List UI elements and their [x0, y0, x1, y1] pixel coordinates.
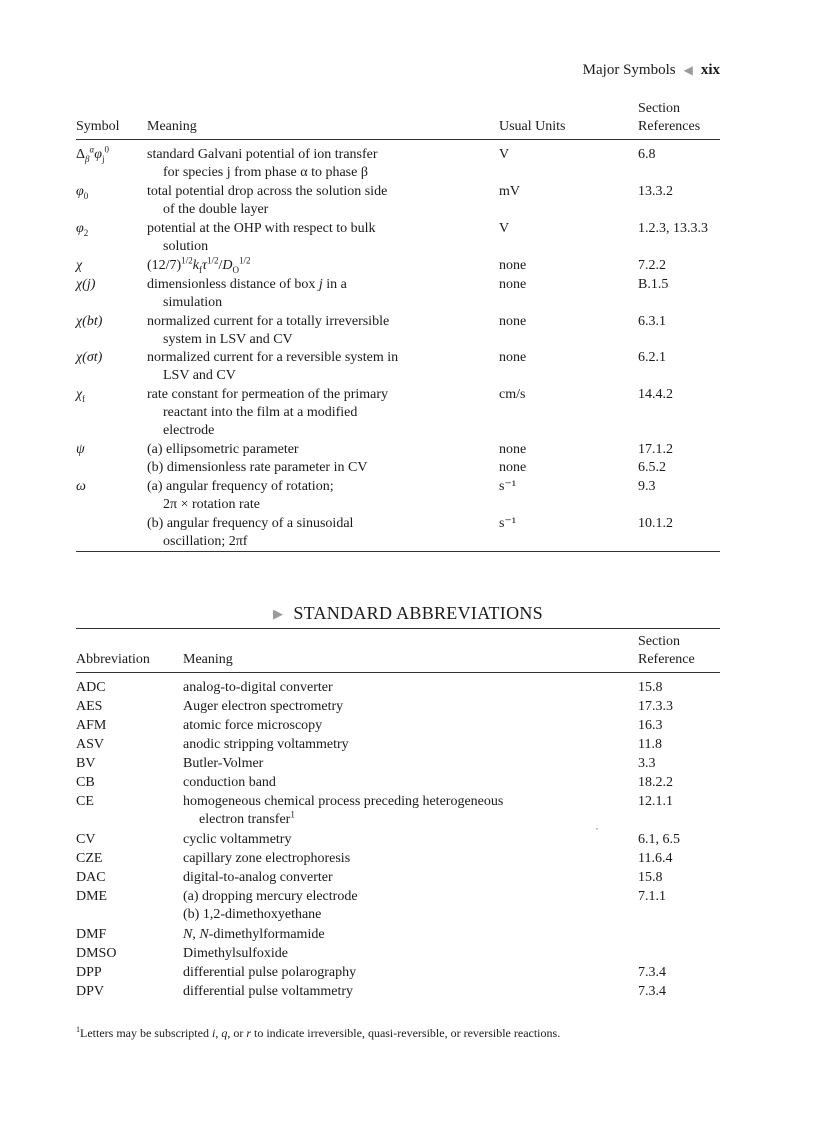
section-cell: 18.2.2 — [638, 775, 673, 790]
meaning-line: 2π × rotation rate — [163, 497, 260, 512]
section-cell: 6.1, 6.5 — [638, 832, 680, 847]
footnote-marker: 1 — [290, 809, 295, 820]
meaning-line: Auger electron spectrometry — [183, 699, 344, 714]
abbr-cell: CZE — [76, 851, 103, 866]
symbol-cell: $\varphi_2$ — [76, 221, 89, 238]
section-heading — [0, 603, 816, 624]
section-cell: 13.3.2 — [638, 184, 673, 199]
header-symbol: Symbol — [76, 119, 120, 134]
right-triangle-icon: ▶ — [273, 606, 284, 621]
units-cell: none — [499, 442, 527, 457]
meaning-line: standard Galvani potential of ion transfer — [147, 147, 378, 162]
header-section-line2: References — [638, 119, 701, 134]
abbr-cell: CB — [76, 775, 95, 790]
units-cell: s⁻¹ — [499, 479, 517, 494]
table-bottom-rule — [76, 551, 720, 552]
section-cell: 11.8 — [638, 737, 662, 752]
section-cell: 12.1.1 — [638, 794, 673, 809]
symbol-cell: $\varphi_0$ — [76, 184, 89, 201]
units-cell: s⁻¹ — [499, 516, 517, 531]
meaning-line: oscillation; 2πf — [163, 534, 248, 549]
symbol-cell: $\Delta_\beta^\alpha\varphi_j^0$ — [76, 144, 109, 164]
meaning-line: homogeneous chemical process preceding heterogeneous — [183, 794, 504, 809]
meaning-line: (a) dropping mercury electrode — [183, 889, 358, 904]
footnote: $^1$Letters may be subscripted i, q, or r to indicate irreversible, quasi-reversible, or reversible reactions. — [76, 1025, 561, 1040]
units-cell: none — [499, 350, 527, 365]
abbr-cell: AES — [76, 699, 103, 714]
page-number: xix — [700, 62, 720, 78]
meaning-line: dimensionless distance of box j in a — [147, 277, 347, 292]
section-cell: 14.4.2 — [638, 387, 673, 402]
units-cell: none — [499, 314, 527, 329]
meaning-line: digital-to-analog converter — [183, 870, 333, 885]
section-cell: B.1.5 — [638, 277, 669, 292]
section-cell: 6.5.2 — [638, 460, 666, 475]
section-cell: 15.8 — [638, 870, 663, 885]
meaning-line: conduction band — [183, 775, 276, 790]
header-abbreviation: Abbreviation — [76, 652, 150, 667]
units-cell: none — [499, 460, 527, 475]
meaning-line: total potential drop across the solution side — [147, 184, 388, 199]
abbr-cell: BV — [76, 756, 96, 771]
section-cell: 17.3.3 — [638, 699, 673, 714]
meaning-line: for species j from phase α to phase β — [163, 165, 368, 180]
meaning-line: atomic force microscopy — [183, 718, 323, 733]
symbol-cell: χ — [76, 258, 83, 273]
symbol-cell: χ(j) — [76, 277, 96, 292]
meaning-line: analog-to-digital converter — [183, 680, 333, 695]
scan-speck — [596, 828, 598, 830]
running-head — [583, 62, 720, 79]
abbr-cell: CV — [76, 832, 96, 847]
section-cell: 3.3 — [638, 756, 656, 771]
units-cell: none — [499, 277, 527, 292]
symbol-cell: ω — [76, 479, 86, 494]
header-meaning: Meaning — [147, 119, 197, 134]
running-head-title: Major Symbols — [582, 62, 676, 78]
footnote-number: 1 — [76, 1025, 80, 1034]
meaning-line: differential pulse voltammetry — [183, 984, 354, 999]
meaning-line: of the double layer — [163, 202, 269, 217]
meaning-line: (b) dimensionless rate parameter in CV — [147, 460, 368, 475]
meaning-line: cyclic voltammetry — [183, 832, 292, 847]
meaning-line: electron transfer$^1$ — [199, 809, 295, 827]
abbr-cell: DAC — [76, 870, 106, 885]
header-section-line1: Section — [638, 101, 680, 116]
meaning-line: normalized current for a reversible system in — [147, 350, 399, 365]
section-cell: 6.2.1 — [638, 350, 666, 365]
table-top-rule — [76, 628, 720, 629]
abbr-cell: ASV — [76, 737, 105, 752]
meaning-line: differential pulse polarography — [183, 965, 357, 980]
abbr-cell: DME — [76, 889, 108, 904]
table-top-rule — [76, 139, 720, 140]
section-cell: 7.3.4 — [638, 984, 666, 999]
section-cell: 1.2.3, 13.3.3 — [638, 221, 708, 236]
meaning-line: capillary zone electrophoresis — [183, 851, 351, 866]
meaning-line: potential at the OHP with respect to bulk — [147, 221, 376, 236]
section-cell: 16.3 — [638, 718, 663, 733]
header-section-line2: Reference — [638, 652, 695, 667]
table-header-rule — [76, 672, 720, 673]
header-meaning: Meaning — [183, 652, 233, 667]
meaning-line: system in LSV and CV — [163, 332, 293, 347]
abbr-cell: ADC — [76, 680, 106, 695]
meaning-line: solution — [163, 239, 209, 254]
meaning-line: Dimethylsulfoxide — [183, 946, 288, 961]
symbol-cell: χ(σt) — [76, 350, 103, 365]
meaning-line: anodic stripping voltammetry — [183, 737, 349, 752]
section-heading-text: STANDARD ABBREVIATIONS — [293, 603, 543, 623]
section-cell: 17.1.2 — [638, 442, 673, 457]
abbr-cell: DPP — [76, 965, 102, 980]
abbr-cell: DMF — [76, 927, 107, 942]
section-cell: 6.3.1 — [638, 314, 666, 329]
meaning-line: LSV and CV — [163, 368, 236, 383]
units-cell: mV — [499, 184, 520, 199]
units-cell: cm/s — [499, 387, 526, 402]
header-section-line1: Section — [638, 634, 680, 649]
meaning-line: normalized current for a totally irreversible — [147, 314, 390, 329]
meaning-line: (a) ellipsometric parameter — [147, 442, 299, 457]
symbol-cell: $\chi_f$ — [76, 387, 86, 404]
abbr-cell: DMSO — [76, 946, 117, 961]
meaning-line: N, N-dimethylformamide — [183, 927, 325, 942]
meaning-line: (b) angular frequency of a sinusoidal — [147, 516, 354, 531]
section-cell: 9.3 — [638, 479, 656, 494]
section-cell: 6.8 — [638, 147, 656, 162]
symbol-cell: χ(bt) — [76, 314, 103, 329]
meaning-line: reactant into the film at a modified — [163, 405, 358, 420]
meaning-line: rate constant for permeation of the primary — [147, 387, 389, 402]
left-triangle-icon: ◀ — [683, 63, 693, 77]
units-cell: V — [499, 147, 510, 162]
meaning-line: electrode — [163, 423, 215, 438]
meaning-line: (a) angular frequency of rotation; — [147, 479, 334, 494]
meaning-line: Butler-Volmer — [183, 756, 264, 771]
section-cell: 7.3.4 — [638, 965, 666, 980]
section-cell: 11.6.4 — [638, 851, 673, 866]
units-cell: none — [499, 258, 527, 273]
section-cell: 10.1.2 — [638, 516, 673, 531]
section-cell: 7.2.2 — [638, 258, 666, 273]
section-cell: 7.1.1 — [638, 889, 666, 904]
meaning-formula: $(12/7)^{1/2}k_f\tau^{1/2}/D_O^{1/2}$ — [147, 255, 251, 275]
header-units: Usual Units — [499, 119, 566, 134]
abbr-cell: AFM — [76, 718, 107, 733]
abbr-cell: DPV — [76, 984, 105, 999]
symbol-cell: ψ — [76, 442, 85, 457]
section-cell: 15.8 — [638, 680, 663, 695]
meaning-line: simulation — [163, 295, 223, 310]
meaning-line: (b) 1,2-dimethoxyethane — [183, 907, 322, 922]
abbr-cell: CE — [76, 794, 94, 809]
units-cell: V — [499, 221, 510, 236]
